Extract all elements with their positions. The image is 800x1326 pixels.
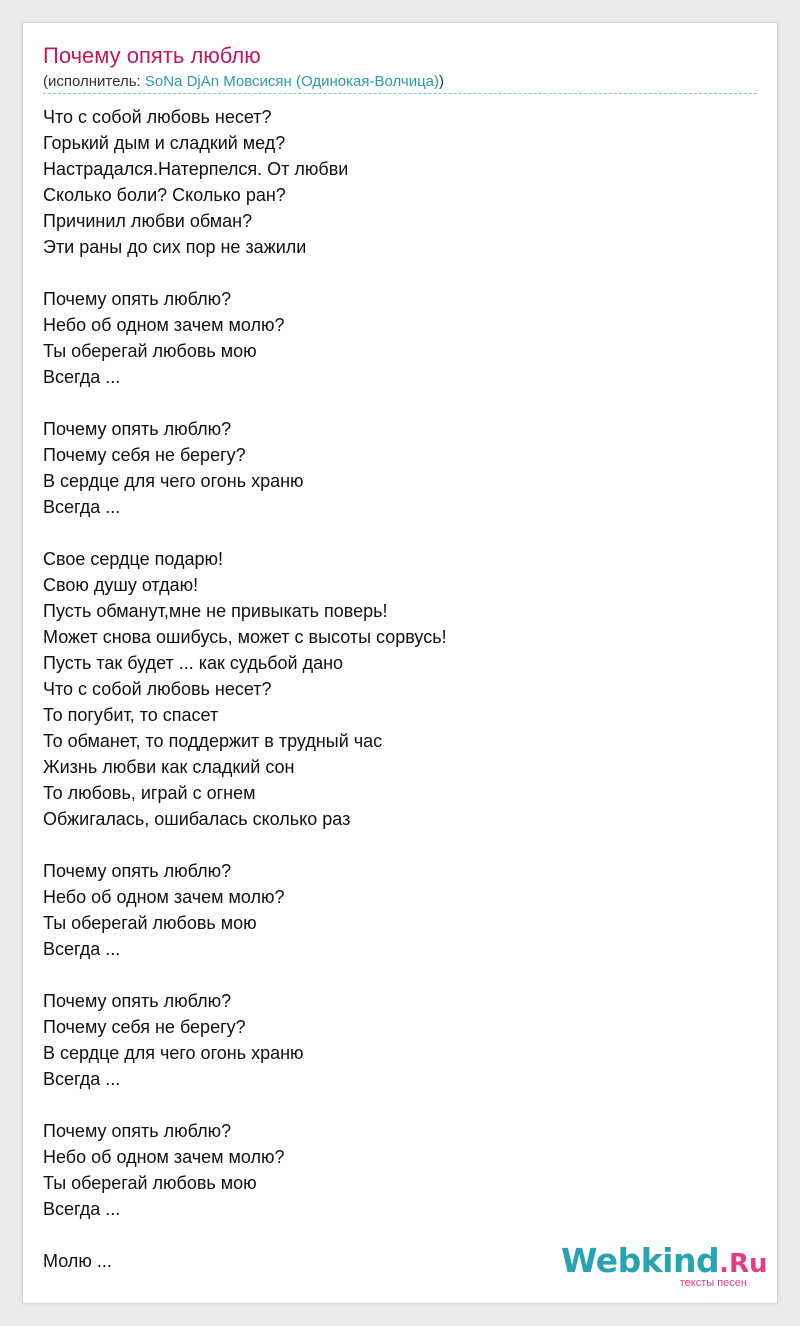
lyric-line: Всегда ...: [43, 1069, 121, 1089]
lyric-line: То любовь, играй с огнем: [43, 783, 256, 803]
lyric-line: Почему опять люблю?: [43, 861, 232, 881]
lyrics-text: [43, 104, 743, 1274]
lyric-line: Всегда ...: [43, 1199, 121, 1219]
lyric-line: То обманет, то поддержит в трудный час: [43, 731, 383, 751]
lyric-line: Жизнь любви как сладкий сон: [43, 757, 295, 777]
lyric-line: Ты оберегай любовь мою: [43, 341, 257, 361]
lyric-line: Обжигалась, ошибалась сколько раз: [43, 809, 351, 829]
lyric-line: Всегда ...: [43, 497, 121, 517]
performer-line: [43, 73, 444, 90]
lyric-line: В сердце для чего огонь храню: [43, 471, 304, 491]
lyric-line: Что с собой любовь несет?: [43, 107, 272, 127]
logo-tagline: тексты песен: [679, 1277, 747, 1289]
lyric-line: Почему опять люблю?: [43, 289, 232, 309]
lyric-line: Причинил любви обман?: [43, 211, 253, 231]
lyric-line: Эти раны до сих пор не зажили: [43, 237, 307, 257]
title-divider: [43, 93, 757, 94]
lyric-line: В сердце для чего огонь храню: [43, 1043, 304, 1063]
stanza-gap: [43, 260, 743, 286]
logo-wordmark: [561, 1241, 768, 1280]
lyric-line: Небо об одном зачем молю?: [43, 887, 285, 907]
lyric-line: Свою душу отдаю!: [43, 575, 199, 595]
lyric-line: Пусть обманут,мне не привыкать поверь!: [43, 601, 388, 621]
lyric-line: Ты оберегай любовь мою: [43, 913, 257, 933]
lyric-line: То погубит, то спасет: [43, 705, 219, 725]
lyric-line: Настрадался.Натерпелся. От любви: [43, 159, 349, 179]
lyric-line: Всегда ...: [43, 367, 121, 387]
lyric-line: Почему себя не берегу?: [43, 1017, 246, 1037]
lyric-line: Может снова ошибусь, может с высоты сорвусь!: [43, 627, 447, 647]
stanza-gap: [43, 390, 743, 416]
lyric-line: Сколько боли? Сколько ран?: [43, 185, 286, 205]
lyric-line: Почему опять люблю?: [43, 1121, 232, 1141]
lyric-line: Ты оберегай любовь мою: [43, 1173, 257, 1193]
song-title: Почему опять люблю: [43, 43, 261, 68]
performer-prefix: (исполнитель:: [43, 73, 145, 90]
lyrics-card: [22, 22, 778, 1304]
lyric-line: Молю ...: [43, 1251, 112, 1271]
stanza-gap: [43, 962, 743, 988]
performer-suffix: ): [439, 73, 445, 90]
logo-name: Webkind: [561, 1241, 720, 1280]
stanza-gap: [43, 1092, 743, 1118]
lyric-line: Почему опять люблю?: [43, 991, 232, 1011]
lyric-line: Свое сердце подарю!: [43, 549, 223, 569]
lyric-line: Что с собой любовь несет?: [43, 679, 272, 699]
lyric-line: Горький дым и сладкий мед?: [43, 133, 286, 153]
lyric-line: Почему опять люблю?: [43, 419, 232, 439]
stanza-gap: [43, 832, 743, 858]
lyric-line: Всегда ...: [43, 939, 121, 959]
logo-tld: .Ru: [719, 1249, 768, 1279]
stanza-gap: [43, 520, 743, 546]
lyric-line: Пусть так будет ... как судьбой дано: [43, 653, 344, 673]
lyric-line: Почему себя не берегу?: [43, 445, 246, 465]
performer-link[interactable]: SoNa DjAn Мовсисян (Одинокая-Волчица): [144, 73, 440, 90]
webkind-logo[interactable]: [561, 1241, 768, 1289]
lyric-line: Небо об одном зачем молю?: [43, 1147, 285, 1167]
lyric-line: Небо об одном зачем молю?: [43, 315, 285, 335]
